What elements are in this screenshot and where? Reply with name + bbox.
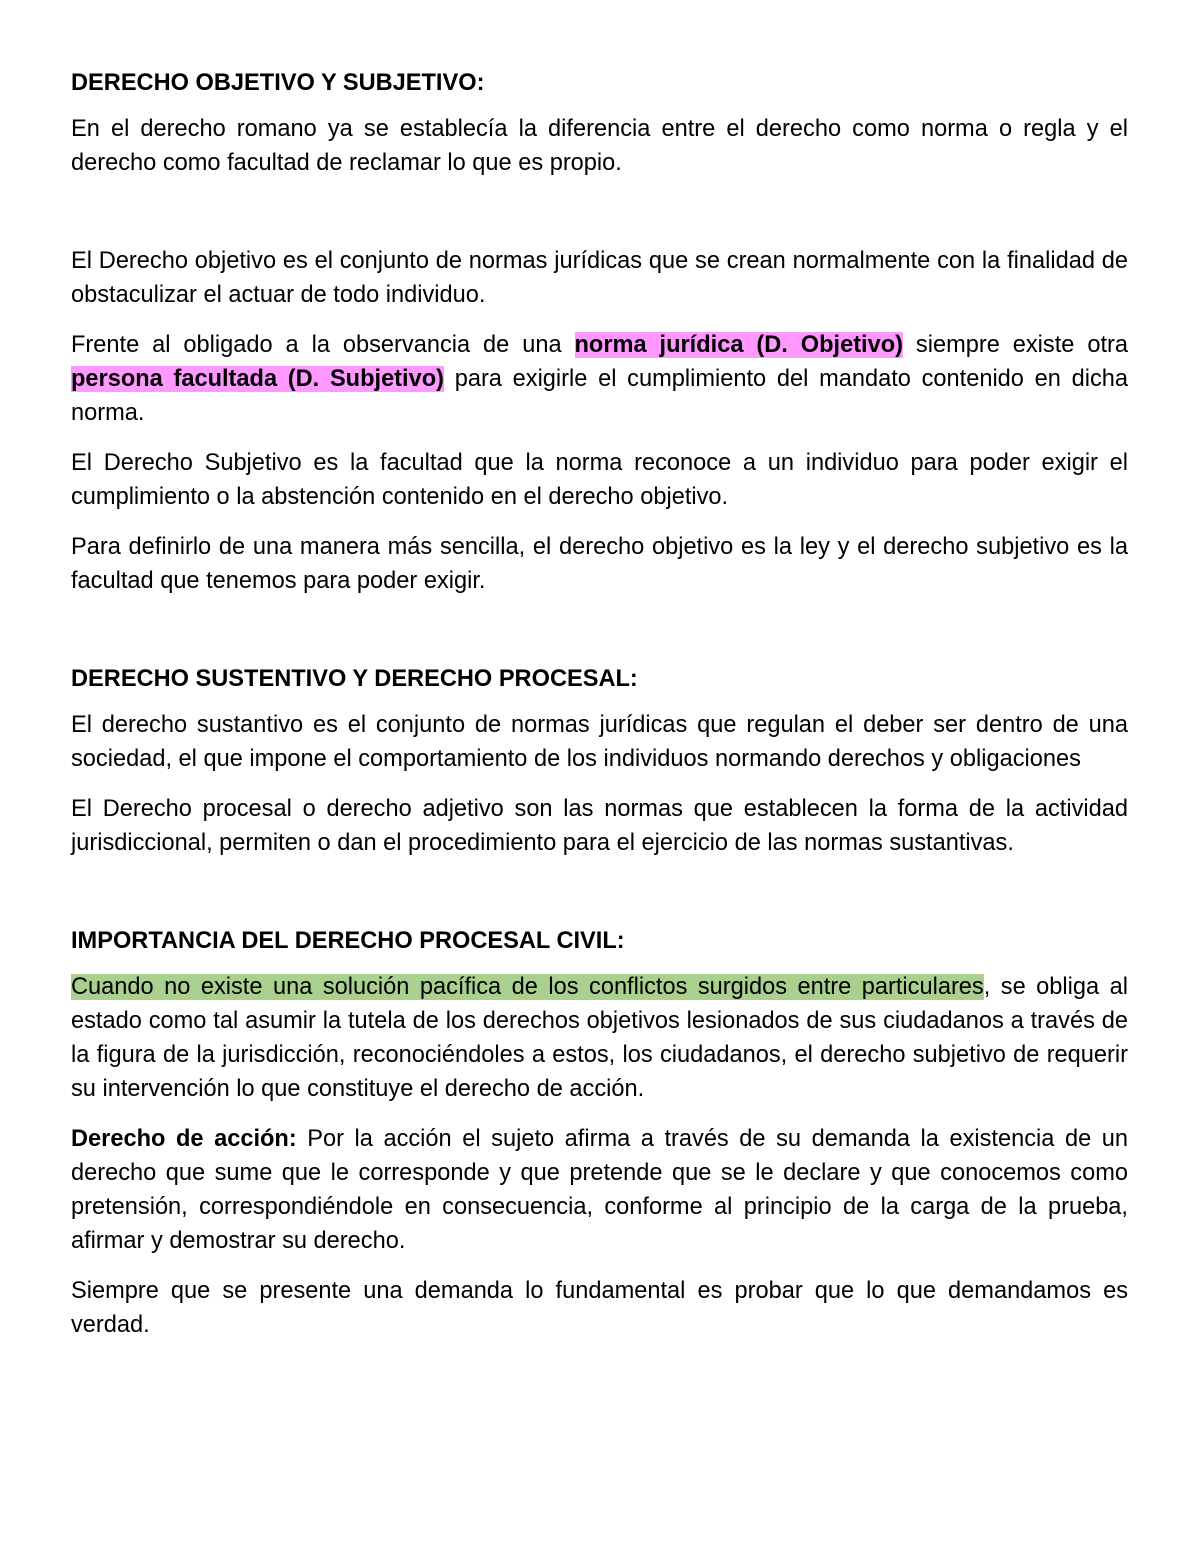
paragraph-solucion-pacifica <box>71 970 1128 1106</box>
text-run: Por la acción el sujeto afirma a través de su demanda la existencia de un derecho que sume que le corresponde y que pretende que se le declare y que conocemos como pretensión, correspondiéndole en consecuencia, conforme al principio de la carga de la prueba, afirmar y demostrar su derecho. <box>71 1126 1129 1254</box>
paragraph-derecho-procesal: El Derecho procesal o derecho adjetivo son las normas que establecen la forma de la actividad jurisdiccional, permiten o dan el procedimiento para el ejercicio de las normas sustantivas. <box>71 796 1128 856</box>
term-derecho-de-accion: Derecho de acción: <box>71 1126 297 1152</box>
section-heading-importancia: IMPORTANCIA DEL DERECHO PROCESAL CIVIL: <box>71 928 625 954</box>
paragraph-siempre-que: Siempre que se presente una demanda lo fundamental es probar que lo que demandamos es verdad. <box>71 1278 1128 1338</box>
text-run: siempre existe otra <box>903 332 1128 358</box>
text-run: para exigirle el cumplimiento del mandato contenido en dicha norma. <box>71 366 1128 426</box>
paragraph-derecho-sustantivo: El derecho sustantivo es el conjunto de normas jurídicas que regulan el deber ser dentro de una sociedad, el que impone el comportamiento de los individuos normando derechos y obligaciones <box>71 712 1128 772</box>
text-run: , se obliga al estado como tal asumir la tutela de los derechos objetivos lesionados de sus ciudadanos a través de la figura de la jurisdicción, reconociéndoles a estos, los ciudadanos, el derecho subjetivo de requerir su intervención lo que constituye el derecho de acción. <box>71 974 1128 1102</box>
paragraph-derecho-subjetivo: El Derecho Subjetivo es la facultad que la norma reconoce a un individuo para poder exigir el cumplimiento o la abstención contenido en el derecho objetivo. <box>71 450 1128 510</box>
document-page <box>71 66 1128 1358</box>
paragraph-derecho-romano: En el derecho romano ya se establecía la diferencia entre el derecho como norma o regla y el derecho como facultad de reclamar lo que es propio. <box>71 116 1128 176</box>
paragraph-definicion-sencilla: Para definirlo de una manera más sencilla, el derecho objetivo es la ley y el derecho subjetivo es la facultad que tenemos para poder exigir. <box>71 534 1128 594</box>
paragraph-derecho-objetivo: El Derecho objetivo es el conjunto de normas jurídicas que se crean normalmente con la finalidad de obstaculizar el actuar de todo individuo. <box>71 248 1128 308</box>
section-heading-sustentivo-procesal: DERECHO SUSTENTIVO Y DERECHO PROCESAL: <box>71 666 638 692</box>
text-run: Frente al obligado a la observancia de una <box>71 332 575 358</box>
highlight-norma-juridica: norma jurídica (D. Objetivo) <box>574 332 903 358</box>
paragraph-derecho-de-accion <box>71 1122 1128 1258</box>
highlight-solucion-pacifica: Cuando no existe una solución pacífica de los conflictos surgidos entre particulares <box>71 974 984 1000</box>
paragraph-frente-al-obligado <box>71 328 1128 430</box>
section-heading-objetivo-subjetivo: DERECHO OBJETIVO Y SUBJETIVO: <box>71 70 485 96</box>
highlight-persona-facultada: persona facultada (D. Subjetivo) <box>71 366 444 392</box>
